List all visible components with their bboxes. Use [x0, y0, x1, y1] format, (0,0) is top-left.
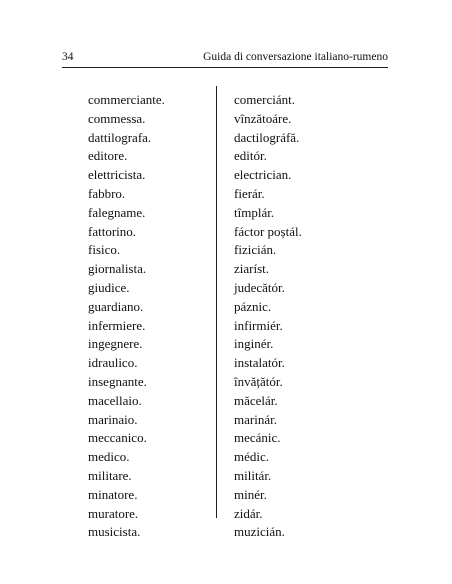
italian-term: macellaio.: [88, 392, 142, 408]
page-number: 34: [62, 51, 74, 63]
column-divider: [216, 86, 217, 518]
italian-term: commerciante.: [88, 92, 165, 107]
romanian-term: dactilográfă.: [234, 129, 300, 145]
italian-term: meccanico.: [88, 430, 147, 446]
romanian-term: militár.: [234, 467, 272, 483]
romanian-term: instalatór.: [234, 355, 285, 371]
italian-column: [88, 91, 165, 542]
romanian-term: ziaríst.: [234, 261, 270, 277]
italian-term: fabbro.: [88, 185, 126, 201]
romanian-term: măcelár.: [234, 392, 278, 408]
italian-term: insegnante.: [88, 373, 147, 389]
italian-term: muratore.: [88, 505, 139, 521]
romanian-term: tîmplár.: [234, 204, 275, 220]
italian-term: dattilografa.: [88, 129, 152, 145]
italian-term: giudice.: [88, 279, 130, 295]
romanian-column: [234, 91, 302, 542]
romanian-term: electrician.: [234, 167, 292, 183]
italian-term: minatore.: [88, 486, 138, 502]
italian-term: editore.: [88, 148, 128, 164]
romanian-term: páznic.: [234, 298, 272, 314]
romanian-term: mecánic.: [234, 430, 281, 446]
romanian-term: fierár.: [234, 185, 265, 201]
italian-term: elettricista.: [88, 167, 146, 183]
italian-term: medico.: [88, 449, 130, 465]
romanian-term: minér.: [234, 486, 267, 502]
italian-term: fisico.: [88, 242, 121, 258]
romanian-term: învățătór.: [234, 373, 283, 389]
italian-term: guardiano.: [88, 298, 144, 314]
romanian-term: judecătór.: [234, 279, 285, 295]
italian-term: falegname.: [88, 204, 146, 220]
italian-term: musicista.: [88, 524, 141, 540]
italian-term: giornalista.: [88, 261, 147, 277]
romanian-term: zidár.: [234, 505, 263, 521]
italian-term: idraulico.: [88, 355, 138, 371]
italian-term: marinaio.: [88, 411, 138, 427]
italian-term: militare.: [88, 467, 132, 483]
italian-term: infermiere.: [88, 317, 146, 333]
romanian-term: marinár.: [234, 411, 277, 427]
italian-term: ingegnere.: [88, 336, 143, 352]
romanian-term: fáctor poștál.: [234, 223, 302, 239]
running-title: Guida di conversazione italiano-rumeno: [203, 51, 388, 63]
romanian-term: comerciánt.: [234, 92, 295, 107]
italian-term: fattorino.: [88, 223, 137, 239]
romanian-term: inginér.: [234, 336, 274, 352]
romanian-term: fizicián.: [234, 242, 277, 258]
romanian-term: médic.: [234, 449, 270, 465]
italian-term: commessa.: [88, 110, 146, 126]
header-rule: [62, 67, 388, 68]
romanian-term: infirmiér.: [234, 317, 283, 333]
romanian-term: editór.: [234, 148, 267, 164]
romanian-term: muzicián.: [234, 524, 285, 540]
romanian-term: vînzătoáre.: [234, 110, 292, 126]
